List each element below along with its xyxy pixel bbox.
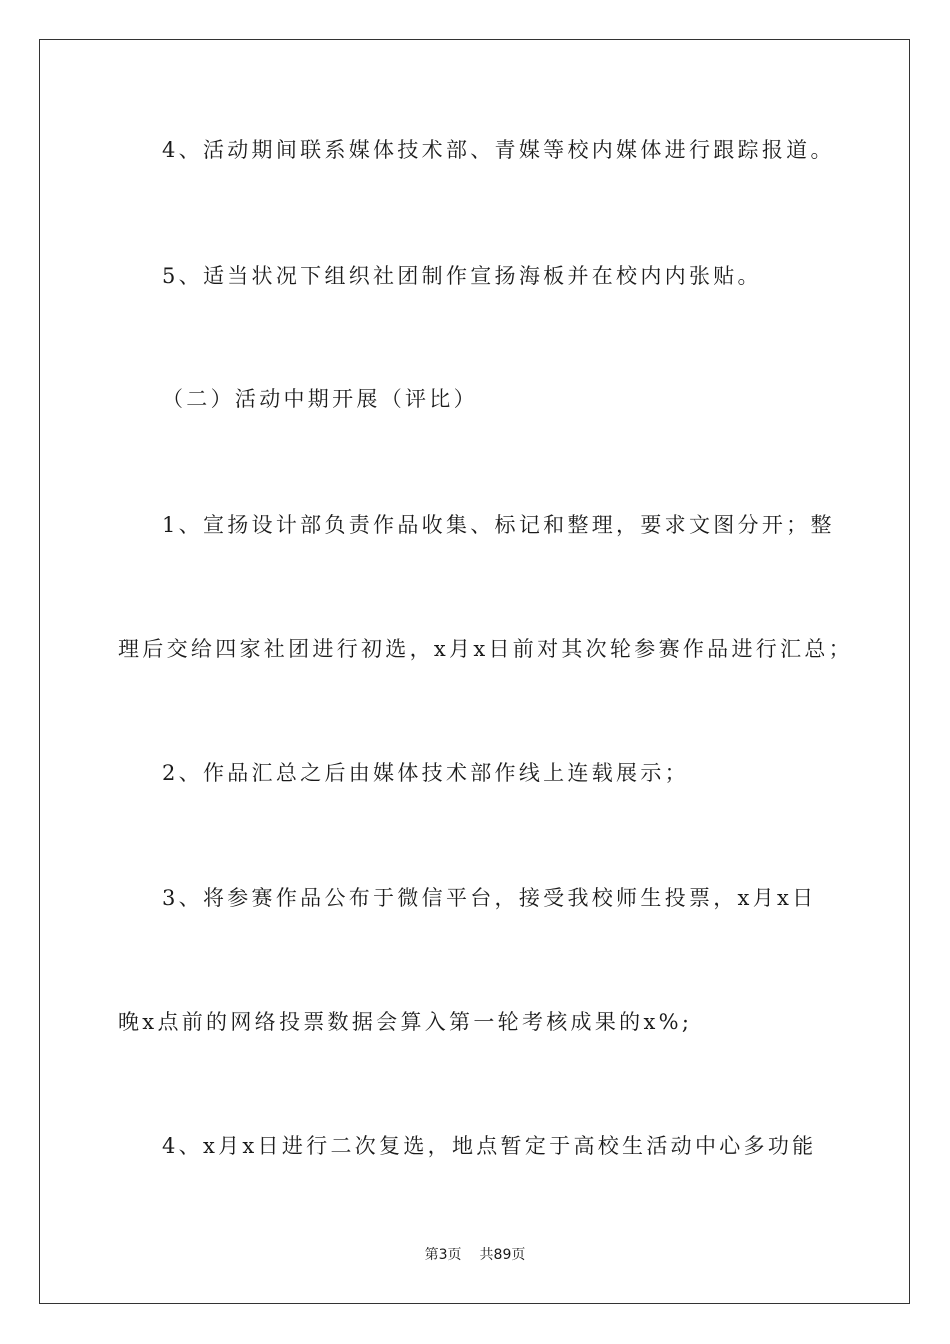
page-total: 共89页	[479, 1247, 526, 1263]
paragraph-line-8: 4、x月x日进行二次复选，地点暂定于高校生活动中心多功能	[162, 1134, 817, 1158]
page-footer	[0, 1245, 950, 1265]
paragraph-line-2: 5、适当状况下组织社团制作宣扬海板并在校内内张贴。	[162, 264, 762, 288]
section-heading: （二）活动中期开展（评比）	[162, 387, 478, 411]
page-number: 第3页	[424, 1247, 462, 1263]
paragraph-line-1: 4、活动期间联系媒体技术部、青媒等校内媒体进行跟踪报道。	[162, 138, 835, 162]
paragraph-line-6: 3、将参赛作品公布于微信平台，接受我校师生投票，x月x日	[162, 886, 817, 910]
paragraph-line-7: 晚x点前的网络投票数据会算入第一轮考核成果的x%;	[118, 1010, 693, 1034]
paragraph-line-4: 理后交给四家社团进行初选，x月x日前对其次轮参赛作品进行汇总；	[118, 637, 853, 661]
page-border	[39, 39, 910, 1304]
paragraph-line-3: 1、宣扬设计部负责作品收集、标记和整理，要求文图分开；整	[162, 513, 835, 537]
paragraph-line-5: 2、作品汇总之后由媒体技术部作线上连载展示；	[162, 761, 689, 785]
